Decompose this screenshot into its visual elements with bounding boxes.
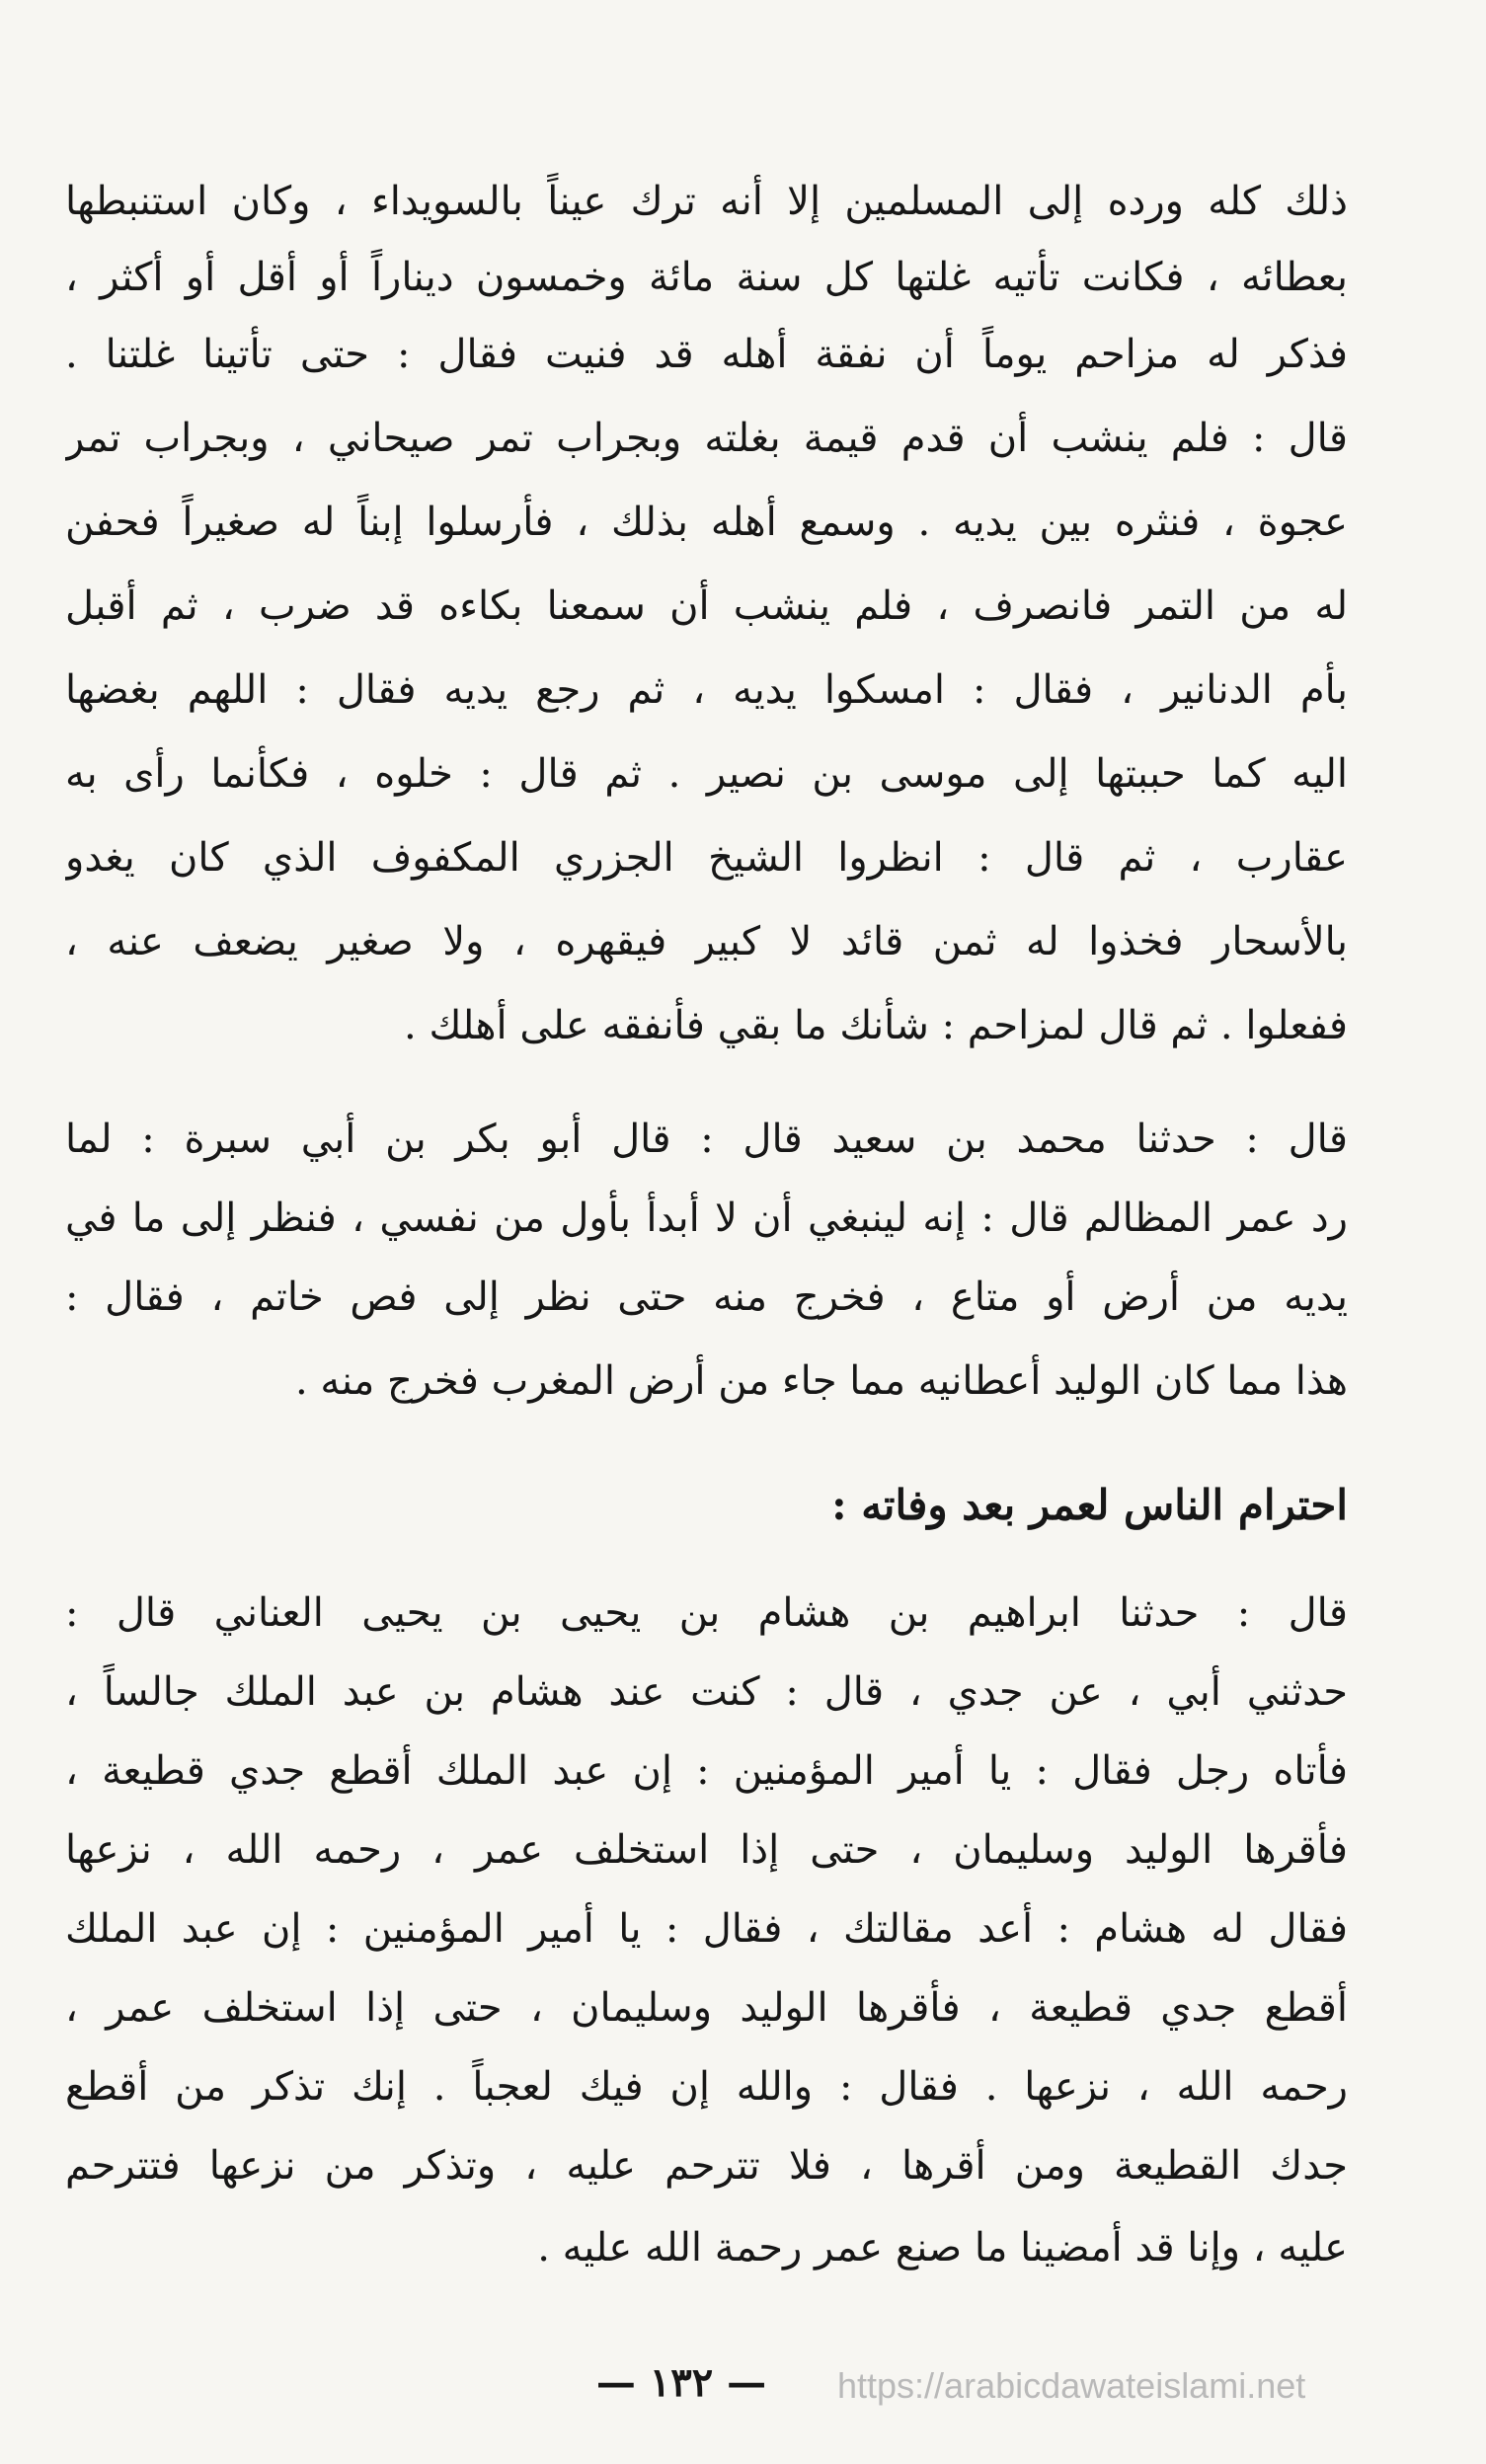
text-line: له من التمر فانصرف ، فلم ينشب أن سمعنا بكاءه قد ضرب ، ثم أقبل [65, 583, 1348, 629]
watermark-url: https://arabicdawateislami.net [837, 2365, 1306, 2406]
text-line: فذكر له مزاحم يوماً أن نفقة أهله قد فنيت فقال : حتى تأتينا غلتنا . [65, 332, 1348, 377]
text-line: عليه ، وإنا قد أمضينا ما صنع عمر رحمة الله عليه . [537, 2225, 1348, 2271]
text-line: هذا مما كان الوليد أعطانيه مما جاء من أرض المغرب فخرج منه . [294, 1358, 1348, 1404]
text-line: عجوة ، فنثره بين يديه . وسمع أهله بذلك ، فأرسلوا إبناً له صغيراً فحفن [65, 500, 1348, 545]
text-line: أقطع جدي قطيعة ، فأقرها الوليد وسليمان ، حتى إذا استخلف عمر ، [65, 1985, 1348, 2031]
text-line: فقال له هشام : أعد مقالتك ، فقال : يا أمير المؤمنين : إن عبد الملك [65, 1906, 1348, 1952]
text-line: قال : فلم ينشب أن قدم قيمة بغلته وبجراب تمر صيحاني ، وبجراب تمر [65, 416, 1348, 461]
text-line: حدثني أبي ، عن جدي ، قال : كنت عند هشام بن عبد الملك جالساً ، [65, 1669, 1348, 1715]
text-line: جدك القطيعة ومن أقرها ، فلا تترحم عليه ، وتذكر من نزعها فتترحم [65, 2143, 1348, 2189]
text-line: قال : حدثنا ابراهيم بن هشام بن يحيى بن يحيى العناني قال : [65, 1590, 1348, 1636]
text-line: رحمه الله ، نزعها . فقال : والله إن فيك لعجباً . إنك تذكر من أقطع [65, 2064, 1348, 2110]
text-line: فأقرها الوليد وسليمان ، حتى إذا استخلف عمر ، رحمه الله ، نزعها [65, 1827, 1348, 1873]
page-number: — ١٣٢ — [595, 2359, 767, 2406]
text-line: عقارب ، ثم قال : انظروا الشيخ الجزري المكفوف الذي كان يغدو [65, 835, 1348, 881]
text-line: ذلك كله ورده إلى المسلمين إلا أنه ترك عيناً بالسويداء ، وكان استنبطها [65, 179, 1348, 224]
text-line: ففعلوا . ثم قال لمزاحم : شأنك ما بقي فأنفقه على أهلك . [404, 1003, 1348, 1048]
text-line: يديه من أرض أو متاع ، فخرج منه حتى نظر إلى فص خاتم ، فقال : [65, 1274, 1348, 1320]
text-line: قال : حدثنا محمد بن سعيد قال : قال أبو بكر بن أبي سبرة : لما [65, 1116, 1348, 1162]
text-line: بالأسحار فخذوا له ثمن قائد لا كبير فيقهره ، ولا صغير يضعف عنه ، [65, 919, 1348, 964]
text-line: بأم الدنانير ، فقال : امسكوا يديه ، ثم رجع يديه فقال : اللهم بغضها [65, 667, 1348, 713]
text-line: اليه كما حببتها إلى موسى بن نصير . ثم قال : خلوه ، فكأنما رأى به [65, 751, 1348, 797]
text-line: بعطائه ، فكانت تأتيه غلتها كل سنة مائة وخمسون ديناراً أو أقل أو أكثر ، [65, 255, 1348, 300]
text-line: رد عمر المظالم قال : إنه لينبغي أن لا أبدأ بأول من نفسي ، فنظر إلى ما في [65, 1195, 1348, 1241]
section-heading: احترام الناس لعمر بعد وفاته : [831, 1481, 1348, 1529]
text-line: فأتاه رجل فقال : يا أمير المؤمنين : إن عبد الملك أقطع جدي قطيعة ، [65, 1748, 1348, 1794]
